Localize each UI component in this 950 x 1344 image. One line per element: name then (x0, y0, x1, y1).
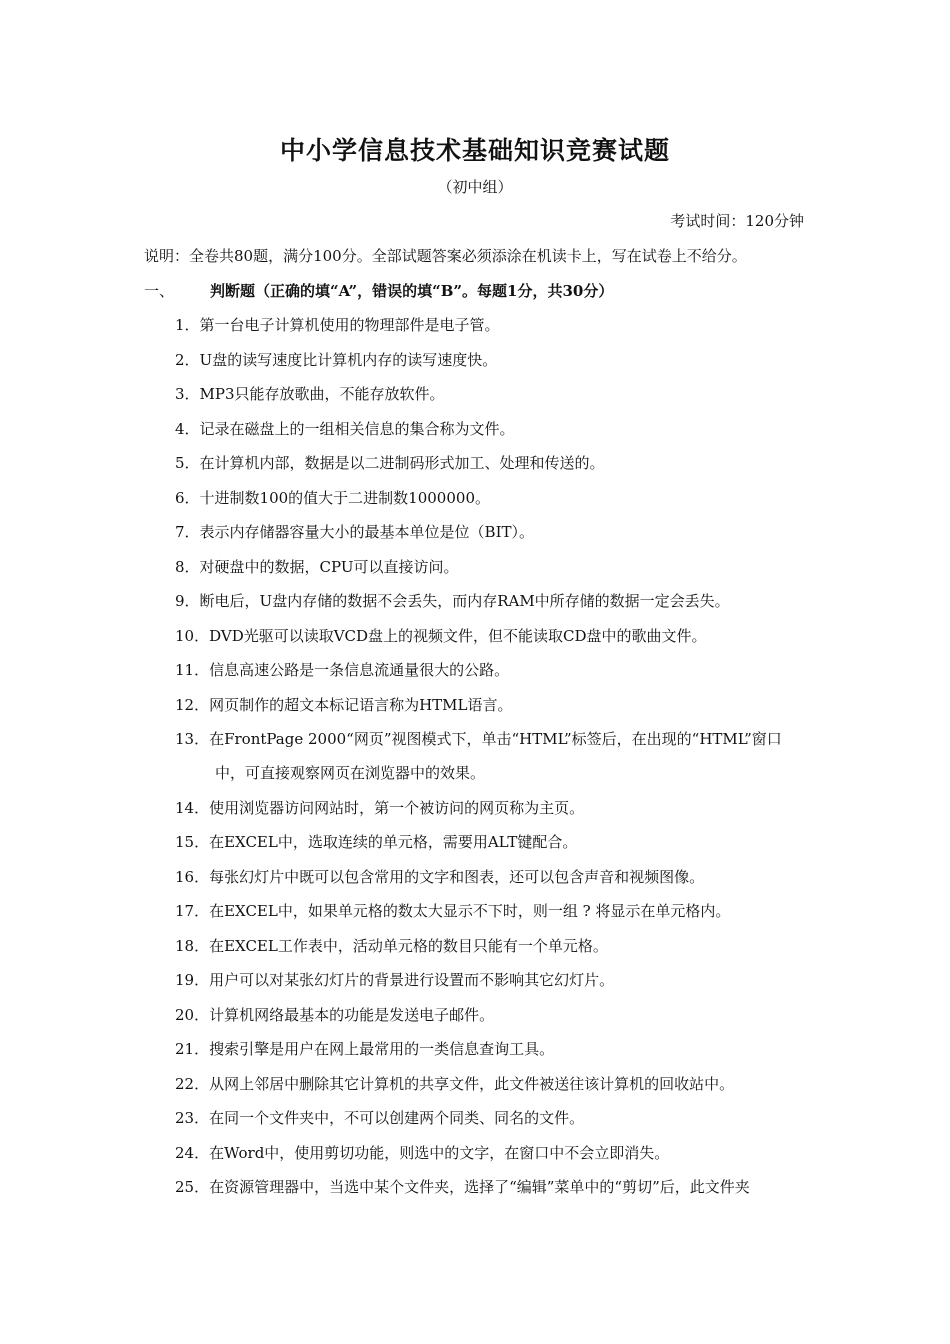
question-text: 表示内存储器容量大小的最基本单位是位（BIT）。 (199, 523, 535, 541)
question-item (175, 625, 875, 647)
question-item (175, 1004, 875, 1026)
question-text: U盘的读写速度比计算机内存的读写速度快。 (199, 350, 498, 369)
question-item (175, 487, 875, 509)
instructions-note: 说明：全卷共80题，满分100分。全部试题答案必须添涂在机读卡上，写在试卷上不给分。 (144, 247, 747, 265)
question-number: 20． (175, 1005, 210, 1024)
page-title: 中小学信息技术基础知识竞赛试题 (279, 136, 670, 165)
question-text: MP3只能存放歌曲，不能存放软件。 (199, 385, 445, 403)
question-item (175, 418, 875, 440)
section-number: 一、 (144, 282, 175, 300)
question-number: 7． (175, 523, 200, 541)
question-number: 15． (175, 833, 210, 851)
question-item (175, 900, 875, 922)
question-item (175, 1038, 875, 1060)
question-number: 16． (175, 867, 210, 886)
question-item (175, 1176, 875, 1198)
question-text: 网页制作的超文本标记语言称为HTML语言。 (209, 695, 513, 714)
question-item (175, 383, 875, 405)
question-item (175, 1107, 875, 1129)
question-number: 1． (175, 316, 200, 334)
question-number: 19． (175, 971, 210, 989)
question-item (175, 590, 875, 612)
question-list (175, 314, 875, 1211)
question-text: 在EXCEL工作表中，活动单元格的数目只能有一个单元格。 (209, 936, 608, 955)
question-item (175, 314, 875, 336)
question-item (175, 1142, 875, 1164)
exam-time: 考试时间：120分钟 (670, 212, 804, 230)
question-item (175, 935, 875, 957)
question-number: 5． (175, 454, 200, 472)
question-number: 6． (175, 488, 200, 507)
question-text: DVD光驱可以读取VCD盘上的视频文件，但不能读取CD盘中的歌曲文件。 (209, 626, 707, 645)
question-item (175, 728, 875, 784)
question-item (175, 452, 875, 474)
question-item (175, 831, 875, 853)
question-text: 断电后，U盘内存储的数据不会丢失，而内存RAM中所存储的数据一定会丢失。 (199, 592, 730, 610)
question-text: 从网上邻居中删除其它计算机的共享文件，此文件被送往该计算机的回收站中。 (209, 1074, 735, 1093)
question-text: 记录在磁盘上的一组相关信息的集合称为文件。 (199, 419, 515, 438)
question-number: 12． (175, 695, 210, 714)
question-item (175, 969, 875, 991)
question-text: 使用浏览器访问网站时，第一个被访问的网页称为主页。 (209, 798, 585, 817)
question-number: 3． (175, 385, 200, 403)
question-text: 第一台电子计算机使用的物理部件是电子管。 (199, 316, 500, 334)
question-item (175, 556, 875, 578)
question-number: 17． (175, 902, 210, 920)
question-text: 在Word中，使用剪切功能，则选中的文字，在窗口中不会立即消失。 (209, 1143, 670, 1162)
question-text-continued: 中，可直接观察网页在浏览器中的效果。 (215, 764, 486, 782)
question-number: 25． (175, 1178, 210, 1196)
question-text: 在同一个文件夹中，不可以创建两个同类、同名的文件。 (209, 1109, 585, 1127)
question-item (175, 866, 875, 888)
question-text: 用户可以对某张幻灯片的背景进行设置而不影响其它幻灯片。 (209, 971, 615, 989)
question-text: 对硬盘中的数据，CPU可以直接访问。 (199, 557, 459, 576)
question-text: 搜索引擎是用户在网上最常用的一类信息查询工具。 (209, 1040, 555, 1058)
question-number: 18． (175, 936, 210, 955)
question-number: 8． (175, 557, 200, 576)
question-text: 在计算机内部，数据是以二进制码形式加工、处理和传送的。 (199, 454, 605, 472)
question-item (175, 694, 875, 716)
question-text: 在FrontPage 2000“网页”视图模式下，单击“HTML”标签后，在出现的“HTML”窗口 (209, 730, 782, 748)
question-text: 计算机网络最基本的功能是发送电子邮件。 (209, 1005, 495, 1024)
question-item (175, 1073, 875, 1095)
question-text: 每张幻灯片中既可以包含常用的文字和图表，还可以包含声音和视频图像。 (209, 867, 705, 886)
question-item (175, 349, 875, 371)
question-number: 21． (175, 1040, 210, 1058)
question-number: 10． (175, 626, 210, 645)
question-item (175, 659, 875, 681)
question-text: 信息高速公路是一条信息流通量很大的公路。 (209, 661, 510, 679)
question-text: 在EXCEL中，如果单元格的数太大显示不下时，则一组 ? 将显示在单元格内。 (209, 902, 731, 920)
question-number: 2． (175, 350, 200, 369)
question-number: 22． (175, 1074, 210, 1093)
question-number: 14． (175, 798, 210, 817)
question-number: 4． (175, 419, 200, 438)
question-text: 在资源管理器中，当选中某个文件夹，选择了“编辑”菜单中的“剪切”后，此文件夹 (209, 1178, 750, 1196)
section-title: 判断题（正确的填“A”，错误的填“B”。每题1分，共30分） (210, 282, 614, 300)
question-text: 十进制数100的值大于二进制数1000000。 (199, 488, 490, 507)
section-heading (144, 280, 613, 302)
page-subtitle: （初中组） (437, 178, 513, 196)
question-number: 24． (175, 1143, 210, 1162)
question-number: 23． (175, 1109, 210, 1127)
question-number: 11． (175, 661, 210, 679)
question-text: 在EXCEL中，选取连续的单元格，需要用ALT键配合。 (209, 833, 578, 851)
question-item (175, 521, 875, 543)
question-number: 9． (175, 592, 200, 610)
question-item (175, 797, 875, 819)
question-number: 13． (175, 730, 210, 748)
